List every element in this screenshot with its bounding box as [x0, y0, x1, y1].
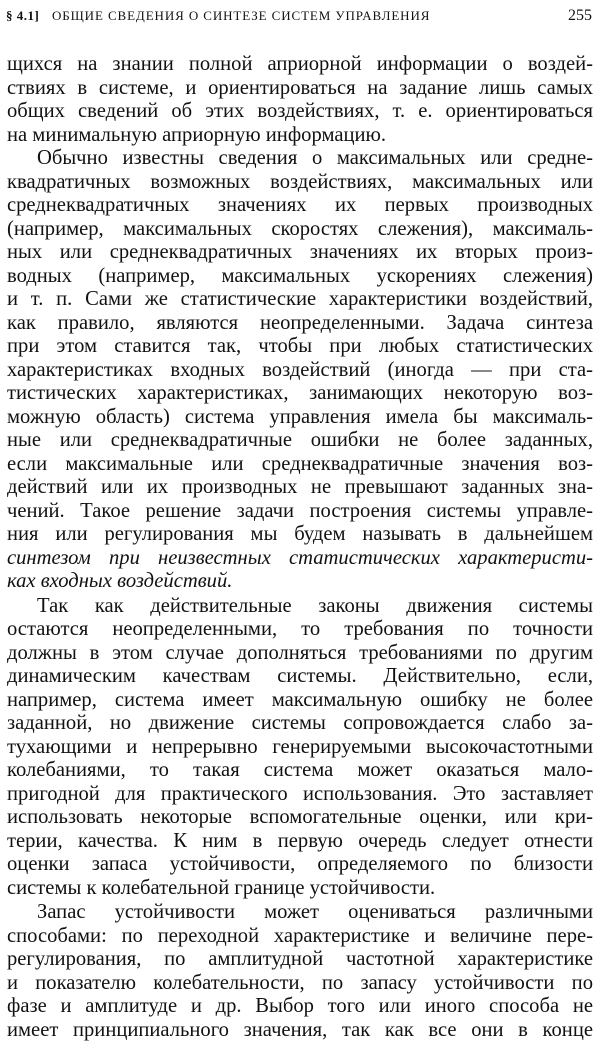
- text-line: общих сведений об этих воздействиях, т. е. ориентироваться: [7, 100, 593, 124]
- text-line: квадратичных возможных воздействиях, максимальных или: [7, 171, 593, 195]
- text-line: пригодной для практического использования. Это заставляет: [7, 783, 593, 807]
- text-line: щихся на знании полной априорной информации о воздей-: [7, 53, 593, 77]
- paragraph: [7, 595, 593, 901]
- text-line: можную область) система управления имела бы максималь-: [7, 406, 593, 430]
- text-line: синтезом при неизвестных статистических характеристи-: [7, 547, 593, 571]
- text-line: ных или среднеквадратичных значениях их вторых произ-: [7, 241, 593, 265]
- page-number: 255: [568, 4, 592, 28]
- text-line: при этом ставится так, чтобы при любых статистических: [7, 335, 593, 359]
- text-line: колебаниями, то такая система может оказаться мало-: [7, 759, 593, 783]
- body-text: [7, 53, 593, 1042]
- text-line: должны в этом случае дополняться требованиями по другим: [7, 642, 593, 666]
- text-line: регулирования, по амплитудной частотной характеристике: [7, 948, 593, 972]
- text-line: если максимальные или среднеквадратичные значения воз-: [7, 453, 593, 477]
- text-line: оценки запаса устойчивости, определяемого по близости: [7, 853, 593, 877]
- text-line: тистических характеристиках, занимающих некоторую воз-: [7, 382, 593, 406]
- text-line: ках входных воздействий.: [7, 570, 593, 594]
- running-title: ОБЩИЕ СВЕДЕНИЯ О СИНТЕЗЕ СИСТЕМ УПРАВЛЕНИЯ: [52, 4, 430, 28]
- text-line: например, система имеет максимальную ошибку не более: [7, 689, 593, 713]
- text-line: способами: по переходной характеристике и величине пере-: [7, 925, 593, 949]
- text-line: заданной, но движение системы сопровождается слабо за-: [7, 712, 593, 736]
- text-line: ния или регулирования мы будем называть в дальнейшем: [7, 523, 593, 547]
- text-line: и показателю колебательности, по запасу устойчивости по: [7, 972, 593, 996]
- section-number: § 4.1]: [6, 4, 39, 28]
- text-line: фазе и амплитуде и др. Выбор того или иного способа не: [7, 995, 593, 1019]
- text-line: и т. п. Сами же статистические характеристики воздействий,: [7, 288, 593, 312]
- text-line: ные или среднеквадратичные ошибки не более заданных,: [7, 429, 593, 453]
- text-line: использовать некоторые вспомогательные оценки, или кри-: [7, 806, 593, 830]
- text-line: остаются неопределенными, то требования по точности: [7, 618, 593, 642]
- paragraph: [7, 53, 593, 147]
- paragraph: [7, 147, 593, 594]
- text-line: ствиях в системе, и ориентироваться на задание лишь самых: [7, 77, 593, 101]
- text-line: терии, качества. К ним в первую очередь следует отнести: [7, 830, 593, 854]
- text-line: среднеквадратичных значениях их первых производных: [7, 194, 593, 218]
- text-line: (например, максимальных скоростях слежения), максималь-: [7, 218, 593, 242]
- text-line: как правило, являются неопределенными. Задача синтеза: [7, 312, 593, 336]
- text-line: чений. Такое решение задачи построения системы управле-: [7, 500, 593, 524]
- text-line: системы к колебательной границе устойчивости.: [7, 877, 593, 901]
- text-line: динамическим качествам системы. Действительно, если,: [7, 665, 593, 689]
- text-line: действий или их производных не превышают заданных зна-: [7, 476, 593, 500]
- text-line: Так как действительные законы движения системы: [7, 595, 593, 619]
- text-line: водных (например, максимальных ускорениях слежения): [7, 265, 593, 289]
- running-head: [6, 4, 592, 28]
- text-line: характеристиках входных воздействий (иногда — при ста-: [7, 359, 593, 383]
- text-line: тухающими и непрерывно генерируемыми высокочастотными: [7, 736, 593, 760]
- text-line: Запас устойчивости может оцениваться различными: [7, 901, 593, 925]
- text-line: на минимальную априорную информацию.: [7, 124, 593, 148]
- text-line: Обычно известны сведения о максимальных или средне-: [7, 147, 593, 171]
- text-line: имеет принципиального значения, так как все они в конце: [7, 1019, 593, 1042]
- paragraph: [7, 901, 593, 1042]
